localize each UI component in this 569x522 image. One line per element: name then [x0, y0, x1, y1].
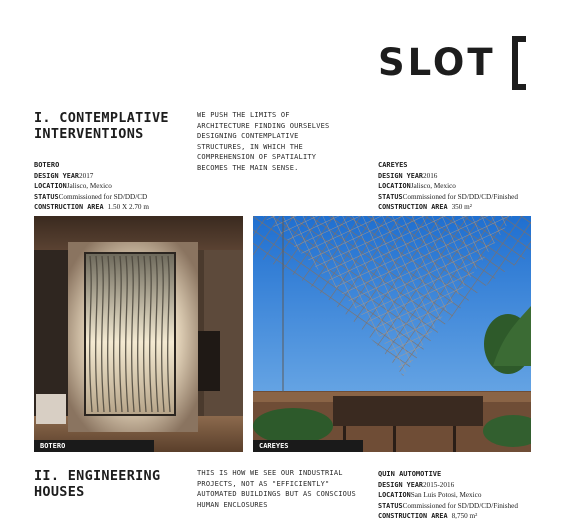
design-year-value: 2015-2016	[423, 480, 455, 489]
brand-logo-text: SLOT	[378, 41, 496, 84]
section-description: THIS IS HOW WE SEE OUR INDUSTRIAL PROJECTS, NOT AS "EFFICIENTLY" AUTOMATED BUILDINGS BUT AS CONSCIOUS HUMAN ENCLOSURES	[197, 469, 356, 509]
project-info-quin	[378, 469, 518, 522]
section-title-line: HOUSES	[34, 484, 85, 500]
location-label: LOCATION	[378, 182, 411, 190]
design-year-label: DESIGN YEAR	[378, 171, 424, 180]
construction-area-label: CONSTRUCTION AREA	[34, 203, 104, 211]
status-label: STATUS	[34, 192, 59, 201]
bracket-logo-icon	[512, 36, 526, 90]
location-label: LOCATION	[378, 491, 411, 499]
status-value: Commissioned for SD/DD/CD/Finished	[402, 501, 518, 510]
section-title-line: II. ENGINEERING	[34, 468, 161, 484]
photo-caption: BOTERO	[34, 440, 154, 452]
project-info-botero	[34, 160, 149, 213]
design-year-value: 2017	[79, 171, 94, 180]
project-name: QUIN AUTOMOTIVE	[378, 470, 442, 478]
construction-area-value: 1.50 X 2.70 m	[107, 203, 149, 211]
careyes-illustration	[253, 216, 531, 452]
construction-area-value: 350 m²	[451, 203, 472, 211]
location-value: Jalisco, Mexico	[66, 182, 112, 190]
project-info-careyes	[378, 160, 518, 213]
design-year-label: DESIGN YEAR	[34, 171, 80, 180]
careyes-photo	[253, 216, 531, 452]
botero-illustration	[34, 216, 243, 452]
section-description: WE PUSH THE LIMITS OF ARCHITECTURE FINDING OURSELVES DESIGNING CONTEMPLATIVE STRUCTURES, IN WHICH THE COMPREHENSION OF SPATIALITY BECOMES THE MAIN SENSE.	[197, 111, 330, 172]
botero-photo	[34, 216, 243, 452]
construction-area-label: CONSTRUCTION AREA	[378, 203, 448, 211]
section-title-engineering	[34, 468, 160, 500]
location-value: Jalisco, Mexico	[410, 182, 456, 190]
design-year-value: 2016	[423, 171, 438, 180]
location-value: San Luis Potosi, Mexico	[410, 491, 482, 499]
status-label: STATUS	[378, 192, 403, 201]
status-value: Commissioned for SD/DD/CD/Finished	[402, 192, 518, 201]
construction-area-label: CONSTRUCTION AREA	[378, 512, 448, 520]
status-value: Commissioned for SD/DD/CD	[58, 192, 148, 201]
section-title-line: I. CONTEMPLATIVE	[34, 110, 169, 126]
section-title-line: INTERVENTIONS	[34, 126, 144, 142]
section-title-contemplative	[34, 110, 169, 142]
construction-area-value: 8,750 m²	[451, 512, 478, 520]
photo-caption: CAREYES	[253, 440, 363, 452]
design-year-label: DESIGN YEAR	[378, 480, 424, 489]
project-name: CAREYES	[378, 161, 408, 169]
status-label: STATUS	[378, 501, 403, 510]
location-label: LOCATION	[34, 182, 67, 190]
project-name: BOTERO	[34, 161, 60, 169]
